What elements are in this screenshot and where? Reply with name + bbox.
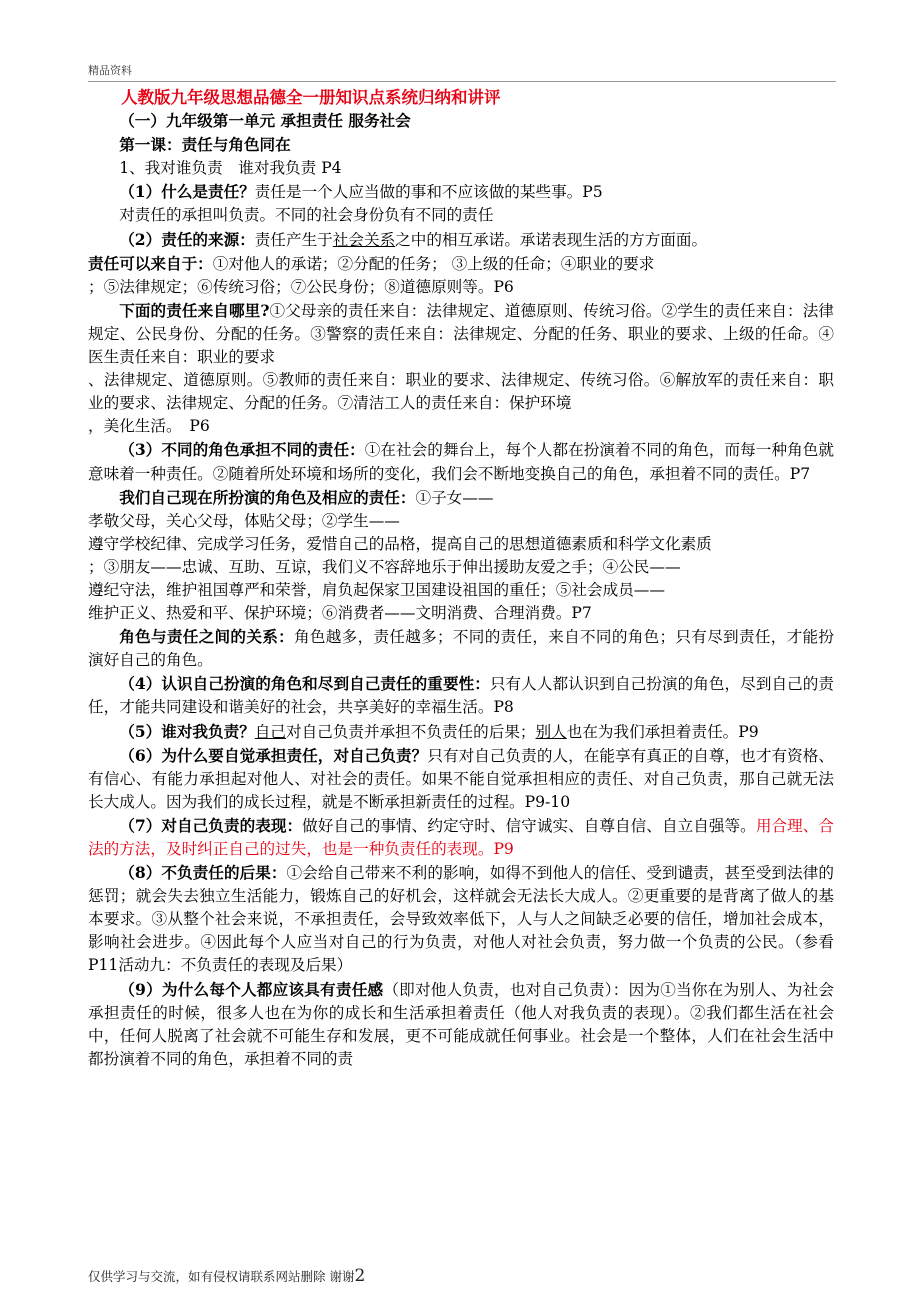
para-our-roles-3: 遵守学校纪律、完成学习任务，爱惜自己的品格，提高自己的思想道德素质和科学文化素质 xyxy=(88,534,712,553)
para-our-roles-6: 维护正义、热爱和平、保护环境；⑥消费者——文明消费、合理消费。P7 xyxy=(88,604,592,623)
para-our-roles: 我们自己现在所扮演的角色及相应的责任：①子女—— xyxy=(119,487,494,507)
para-responsibility-source: （2）责任的来源：责任产生于社会关系之中的相互承诺。承诺表现生活的方方面面。 xyxy=(119,229,708,249)
para-source-list: 责任可以来自于：①对他人的承诺；②分配的任务； ③上级的任命；④职业的要求 xyxy=(88,253,655,273)
para-our-roles-4: ；③朋友——忠诚、互助、互谅，我们义不容辞地乐于伸出援助友爱之手；④公民—— xyxy=(88,557,681,576)
para-different-roles: （3）不同的角色承担不同的责任：①在社会的舞台上，每个人都在扮演着不同的角色，而每一种角色就意味着一种责任。②随着所处环境和场所的变化，我们会不断地变换自己的角色，承担着不同的责任。P7 xyxy=(88,440,834,483)
page-footer: 仅供学习与交流，如有侵权请联系网站删除 谢谢2 xyxy=(88,1266,366,1286)
para-irresponsible-consequences: （8）不负责任的后果：①会给自己带来不利的影响，如得不到他人的信任、受到谴责，甚至受到法律的惩罚；就会失去独立生活能力，锻炼自己的好机会，这样就会无法长大成人。②更重要的是背离了做人的基本要求。③从整个社会来说，不承担责任，会导致效率低下，人与人之间缺乏必要的信任，增加社会成本，影响社会进步。④因此每个人应当对自己的行为负责，对他人对社会负责，努力做一个负责的公民。（参看P11活动九：不负责任的表现及后果） xyxy=(88,863,834,975)
page-number: 2 xyxy=(354,1266,366,1286)
page-header: 精品资料 xyxy=(88,62,836,82)
para-where-from-3: ，美化生活。 P6 xyxy=(88,417,210,436)
section-1-heading: 1、我对谁负责 谁对我负责 P4 xyxy=(119,159,342,178)
para-who-for-me: （5）谁对我负责？自己对自己负责并承担不负责任的后果；别人也在为我们承担着责任。P9 xyxy=(119,721,759,741)
para-what-is-responsibility: （1）什么是责任？责任是一个人应当做的事和不应该做的某些事。P5 xyxy=(119,182,603,202)
para-sense-of-responsibility: （9）为什么每个人都应该具有责任感（即对他人负责，也对自己负责）：因为①当你在为别人、为社会承担责任的时候，很多人也在为你的成长和生活承担着责任（他人对我负责的表现）。②我们都生活在社会中，任何人脱离了社会就不可能生存和发展，更不可能成就任何事业。社会是一个整体，人们在社会生活中都扮演着不同的角色，承担着不同的责 xyxy=(88,979,834,1068)
para-where-from: 下面的责任来自哪里?①父母亲的责任来自：法律规定、道德原则、传统习俗。②学生的责任来自：法律规定、公民身份、分配的任务。③警察的责任来自：法律规定、分配的任务、职业的要求、上级的任命。④医生责任来自：职业的要求 xyxy=(88,300,834,367)
para-source-list-2: ；⑤法律规定；⑥传统习俗；⑦公民身份；⑧道德原则等。P6 xyxy=(88,277,514,296)
document-title: 人教版九年级思想品德全一册知识点系统归纳和讲评 xyxy=(121,88,501,107)
document-body xyxy=(88,86,834,1071)
lesson-heading: 第一课：责任与角色同在 xyxy=(119,135,291,155)
para-responsibility-line2: 对责任的承担叫负责。不同的社会身份负有不同的责任 xyxy=(119,206,494,225)
para-role-relation: 角色与责任之间的关系：角色越多，责任越多；不同的责任，来自不同的角色；只有尽到责任，才能扮演好自己的角色。 xyxy=(88,627,834,670)
para-our-roles-2: 孝敬父母，关心父母，体贴父母；②学生—— xyxy=(88,511,400,530)
para-why-self-responsible: （6）为什么要自觉承担责任，对自己负责？只有对自己负责的人，在能享有真正的自尊，也才有资格、有信心、有能力承担起对他人、对社会的责任。如果不能自觉承担相应的责任、对自己负责，那自己就无法长大成人。因为我们的成长过程，就是不断承担新责任的过程。P9-10 xyxy=(88,745,834,811)
para-our-roles-5: 遵纪守法，维护祖国尊严和荣誉，肩负起保家卫国建设祖国的重任；⑤社会成员—— xyxy=(88,580,665,599)
para-self-responsible-signs: （7）对自己负责的表现：做好自己的事情、约定守时、信守诚实、自尊自信、自立自强等。用合理、合法的方法，及时纠正自己的过失，也是一种负责任的表现。P9 xyxy=(88,815,834,858)
highlight-red-text: 用合理、合法的方法，及时纠正自己的过失，也是一种负责任的表现。P9 xyxy=(88,816,834,858)
para-where-from-2: 、法律规定、道德原则。⑤教师的责任来自：职业的要求、法律规定、传统习俗。⑥解放军的责任来自：职业的要求、法律规定、分配的任务。⑦清洁工人的责任来自：保护环境 xyxy=(88,371,834,413)
unit-heading: （一）九年级第一单元 承担责任 服务社会 xyxy=(119,111,411,131)
para-importance: （4）认识自己扮演的角色和尽到自己责任的重要性：只有人人都认识到自己扮演的角色，尽到自己的责任，才能共同建设和谐美好的社会，共享美好的幸福生活。P8 xyxy=(88,674,834,717)
